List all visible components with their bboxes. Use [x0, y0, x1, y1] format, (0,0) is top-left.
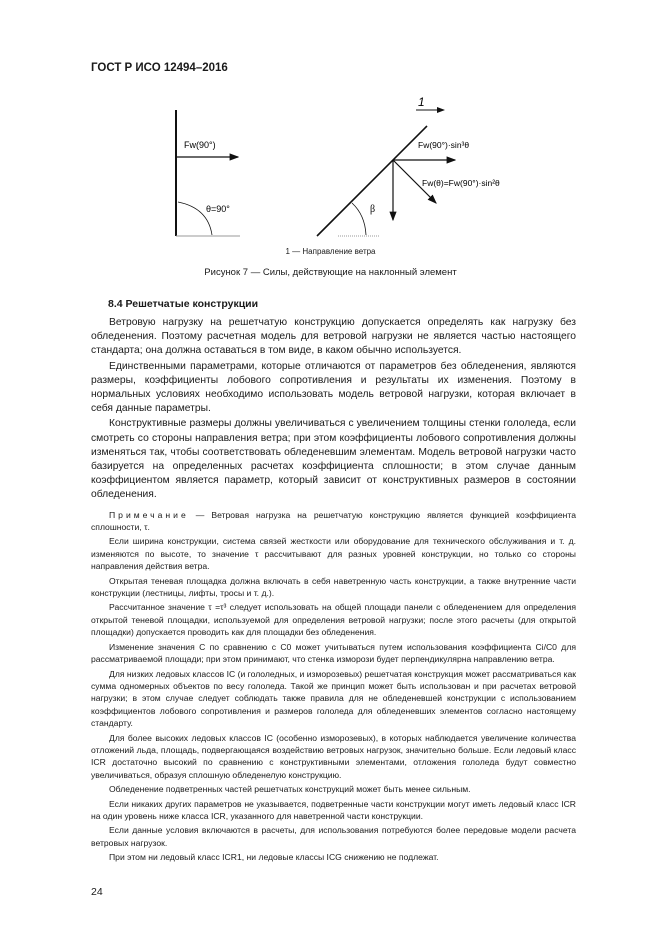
text-column [91, 298, 576, 918]
beta-arc [352, 203, 366, 235]
wind-marker-label: 1 [418, 95, 425, 109]
left-force-label: Fw(90°) [184, 140, 216, 150]
note-paragraph: Открытая теневая площадка должна включать в себя наветренную часть конструкции, а также внутренние части конструкции (лестницы, лифты, тросы и т. д.). [91, 575, 576, 599]
note-paragraph: При этом ни ледовый класс ICR1, ни ледовые классы ICG снижению не подлежат. [109, 852, 439, 863]
paragraph: Единственными параметрами, которые отличаются от параметров без обледенения, являются размеры, коэффициенты лобового сопротивления и результаты их изменения. Поэтому в нормальных условиях необходимо использовать модель ветровой нагрузки, которая включает в себя данные параметры. [91, 360, 576, 415]
page-number: 24 [91, 885, 103, 898]
document-header: ГОСТ Р ИСО 12494–2016 [91, 62, 228, 74]
note-paragraph: Обледенение подветренных частей решетчатых конструкций может быть менее сильным. [109, 784, 471, 795]
note-paragraph: Для более высоких ледовых классов IC (особенно изморозевых), в которых наблюдается увеличение количества отложений льда, площадь, подвергающаяся воздействию ветровых нагрузок, значительно больше. Если ледовый класс ICR достаточно высокий по сравнению с конструктивными элементами, отложения гололеда будут совместно увеличиваться, образуя сплошную обледенелую конструкцию. [91, 732, 576, 780]
figure-legend: 1 — Направление ветра [285, 247, 376, 256]
section-body [91, 316, 576, 503]
note-block [91, 509, 576, 864]
note-label: Примечание [109, 509, 189, 520]
figure-caption: Рисунок 7 — Силы, действующие на наклонный элемент [204, 267, 457, 278]
note-paragraph: Если ширина конструкции, система связей жесткости или оборудование для технического обслуживания и т. д. изменяются по высоте, то значение τ рассчитывают для разных уровней конструкции, но только со стороны направления действия ветра. [91, 536, 576, 572]
paragraph: Ветровую нагрузку на решетчатую конструкцию допускается определять как нагрузку без обледенения. Поэтому расчетная модель для ветровой нагрузки не является частью настоящего стандарта; она должна оставаться в том виде, в каком обычно используется. [91, 317, 576, 357]
normal-force-label: Fw(θ)=Fw(90°)·sin²θ [422, 178, 500, 188]
note-paragraph: Если никаких других параметров не указывается, подветренные части конструкции могут иметь ледовый класс ICR на один уровень ниже класса ICR, указанного для наветренной части конструкции. [91, 798, 576, 821]
figure-7-diagram [160, 90, 540, 240]
paragraph: Конструктивные размеры должны увеличиваться с увеличением толщины стенки гололеда, если смотреть со стороны направления ветра; при этом коэффициенты лобового сопротивления должны изменяться так, чтобы соответствовать обледеневшим элементам. Модель ветровой нагрузки часто базируется на определенных расчетах коэффициента сплошности; в этом случае данным коэффициентом является параметр, который зависит от конструктивных размеров в состоянии обледенения. [91, 418, 576, 501]
note-paragraph: Если данные условия включаются в расчеты, для использования потребуются более передовые модели расчета ветровых нагрузок. [91, 825, 576, 848]
note-paragraph: Для низких ледовых классов IC (и гололедных, и изморозевых) решетчатая конструкция может рассматриваться как сумма одномерных объектов по весу гололеда. Такой же принцип может быть использован и при расчетах ветровой нагрузки; в этом случае следует соблюдать также правила для не обледеневшей конструкции с использованием коэффициентов лобового сопротивления и размеров гололеда для обледеневших элементов согласно настоящему стандарту. [91, 668, 576, 729]
note-paragraph: Рассчитанное значение τ =τ³ следует использовать на общей площади панели с обледенением для определения открытой теневой площадки, используемой для определения ветровой нагрузки; после этого расчеты (для открытой площадки) допускается проводить как для площадки без обледенения. [91, 602, 576, 638]
theta-label: θ=90° [206, 204, 230, 214]
note-paragraph: Изменение значения C по сравнению с C0 может учитываться путем использования коэффициента Ci/C0 для рассматриваемой площади; при этом принимают, что стенка изморози будет перпендикулярна направлению ветра. [91, 641, 576, 665]
note-text: — Ветровая нагрузка на решетчатую конструкцию является функцией коэффициента сплошности, τ. [91, 509, 577, 533]
note-paragraph [91, 509, 576, 534]
beta-label: β [370, 204, 376, 215]
inclined-element [317, 126, 427, 236]
section-title: 8.4 Решетчатые конструкции [108, 298, 259, 310]
horizontal-force-label: Fw(90°)·sin³θ [418, 140, 470, 150]
